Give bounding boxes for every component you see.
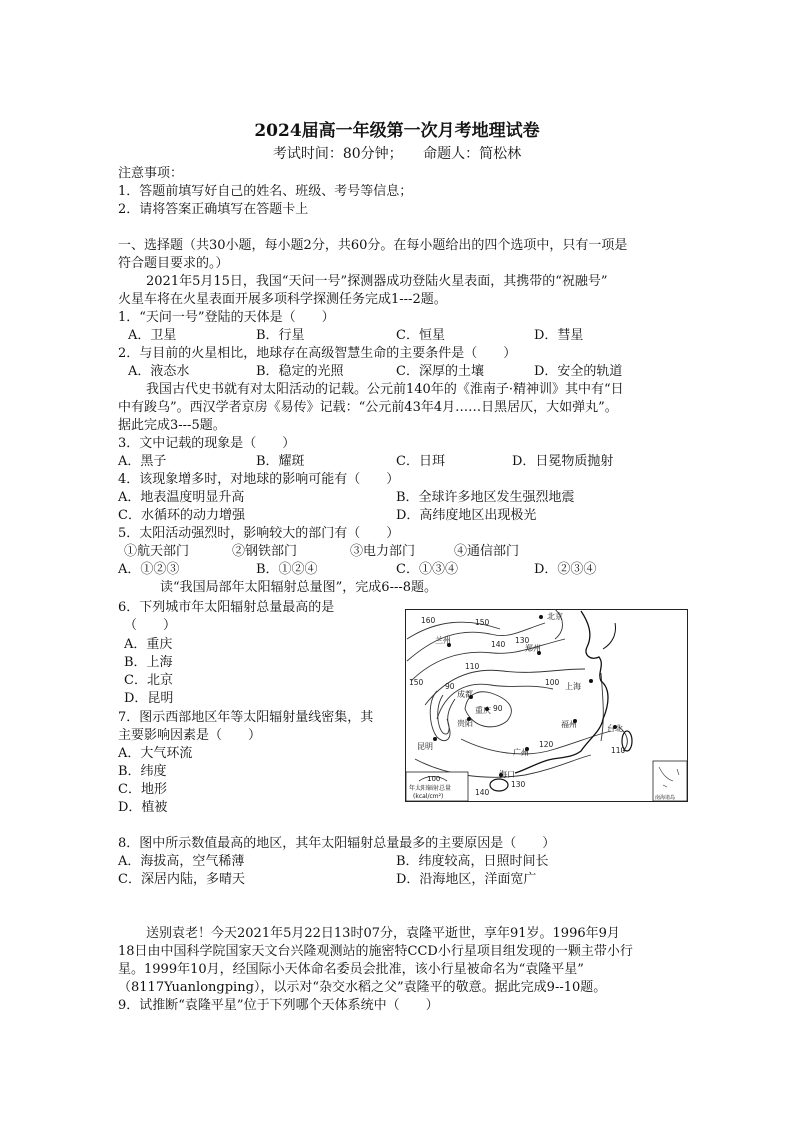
legend-unit: (kcal/cm²) [413,793,444,800]
choice-item: ③电力部门 [350,544,416,559]
solar-radiation-map [405,609,688,802]
legend-value: 100 [427,775,441,783]
option-d: D．安全的轨道 [534,364,623,379]
choice-item: ①航天部门 [124,544,190,559]
option-c: C．地形 [118,782,167,797]
option-b: B．①②④ [256,562,318,577]
south-sea-inset [653,761,687,801]
city-shanghai: 上海 [565,682,581,691]
isoline-value: 100 [545,678,560,687]
isoline-value: 110 [465,662,480,671]
choice-item: ④通信部门 [454,544,520,559]
option-d: D．昆明 [124,691,174,706]
question-stem: 4．该现象增多时，对地球的影响可能有（ ） [118,472,400,487]
note-item: 1．答题前填写好自己的姓名、班级、考号等信息； [118,184,413,199]
passage-line: 火星车将在火星表面开展多项科学探测任务完成1---2题。 [118,292,447,307]
passage-line: 我国古代史书就有对太阳活动的记载。公元前140年的《淮南子·精神训》其中有“日 [146,382,624,397]
isoline-value: 120 [539,740,554,749]
legend-label: 年太阳辐射总量 [409,785,452,792]
option-a: A．卫星 [128,328,177,343]
question-stem: 3．文中记载的现象是（ ） [118,436,296,451]
option-a: A．大气环流 [118,746,193,761]
option-a: A．重庆 [124,637,173,652]
city-guiyang: 贵阳 [457,719,473,728]
passage-line: 据此完成3---5题。 [118,418,226,433]
note-item: 2．请将答案正确填写在答题卡上 [118,202,309,217]
inset-label: 南海诸岛 [655,795,676,801]
isoline-value: 130 [515,636,530,645]
isoline-value: 130 [511,780,526,789]
option-b: B．纬度较高，日照时间长 [396,854,549,869]
option-d: D．②③④ [534,562,597,577]
city-zhengzhou: 郑州 [525,644,541,653]
option-d: D．植被 [118,800,168,815]
question-stem: 7．图示西部地区年等太阳辐射量线密集，其 [118,710,374,725]
city-chongqing: 重庆 [475,706,491,715]
passage-line: 送别袁老！今天2021年5月22日13时07分，袁隆平逝世，享年91岁。1996年9月 [146,926,620,941]
city-guangzhou: 广州 [513,748,529,757]
city-kunming: 昆明 [417,742,433,751]
section-heading-cont: 符合题目要求的。） [118,256,229,271]
option-b: B．行星 [256,328,305,343]
option-b: B．稳定的光照 [256,364,344,379]
question-stem: 2．与目前的火星相比，地球存在高级智慧生命的主要条件是（ ） [118,346,517,361]
exam-time: 考试时间：80分钟； [272,146,403,162]
passage-line: 18日由中国科学院国家天文台兴隆观测站的施密特CCD小行星项目组发现的一颗主带小行 [118,944,633,959]
city-beijing: 北京 [547,612,563,621]
question-stem: 8．图中所示数值最高的地区，其年太阳辐射总量最多的主要原因是（ ） [118,836,556,851]
exam-subtitle [0,145,794,163]
passage-line: 2021年5月15日，我国“天问一号”探测器成功登陆火星表面，其携带的“祝融号” [146,274,608,289]
option-d: D．高纬度地区出现极光 [396,508,537,523]
map-legend [406,772,468,801]
option-a: A．①②③ [118,562,180,577]
question-stem-cont: 主要影响因素是（ ） [118,728,262,743]
isoline-value: 90 [493,704,503,713]
option-c: C．深居内陆，多晴天 [118,872,245,887]
option-d: D．彗星 [534,328,584,343]
isoline-value: 160 [421,616,436,625]
option-c: C．日珥 [396,454,445,469]
option-a: A．黑子 [118,454,167,469]
option-d: D．沿海地区，洋面宽广 [396,872,537,887]
city-haikou: 海口 [499,770,515,779]
passage-line: 星。1999年10月，经国际小天体命名委员会批准，该小行星被命名为“袁隆平星” [118,962,584,977]
passage-line: （8117Yuanlongping），以示对“杂交水稻之父”袁隆平的敬意。据此完成9--10题。 [118,980,607,995]
exam-author: 命题人：简松林 [423,146,522,162]
section-heading: 一、选择题（共30小题，每小题2分，共60分。在每小题给出的四个选项中，只有一项是 [118,238,628,253]
isoline-value: 110 [611,746,626,755]
passage-line: 中有踆乌”。西汉学者京房《易传》记载：“公元前43年4月……日黑居仄，大如弹丸”。 [118,400,618,415]
option-b: B．上海 [124,655,173,670]
isoline-value: 90 [445,682,455,691]
option-b: B．耀斑 [256,454,305,469]
question-stem: 6．下列城市年太阳辐射总量最高的是 [118,600,335,615]
city-lanzhou: 兰州 [435,636,451,645]
isoline-value: 150 [475,618,490,627]
option-c: C．恒星 [396,328,445,343]
exam-title: 2024届高一年级第一次月考地理试卷 [254,121,540,141]
option-a: A．液态水 [128,364,190,379]
isoline-value: 140 [491,640,506,649]
option-c: C．水循环的动力增强 [118,508,245,523]
option-b: B．全球许多地区发生强烈地震 [396,490,575,505]
option-a: A．地表温度明显升高 [118,490,245,505]
city-taipei: 台北 [607,724,623,733]
notes-heading: 注意事项： [118,166,184,181]
passage-line: 读“我国局部年太阳辐射总量图”，完成6---8题。 [160,580,438,595]
city-fuzhou: 福州 [561,720,577,729]
option-a: A．海拔高，空气稀薄 [118,854,245,869]
option-c: C．深厚的土壤 [396,364,484,379]
isoline-value: 150 [409,678,424,687]
city-chengdu: 成都 [457,690,473,699]
isoline-value: 140 [475,788,490,797]
question-stem: 5．太阳活动强烈时，影响较大的部门有（ ） [118,526,400,541]
choice-item: ②钢铁部门 [232,544,298,559]
option-b: B．纬度 [118,764,167,779]
question-stem: 9．试推断“袁隆平星”位于下列哪个天体系统中（ ） [118,998,439,1013]
question-stem: 1．“天问一号”登陆的天体是（ ） [118,310,335,325]
option-d: D．日冕物质抛射 [512,454,614,469]
option-c: C．①③④ [396,562,458,577]
question-stem-cont: （ ） [124,618,177,633]
option-c: C．北京 [124,673,173,688]
